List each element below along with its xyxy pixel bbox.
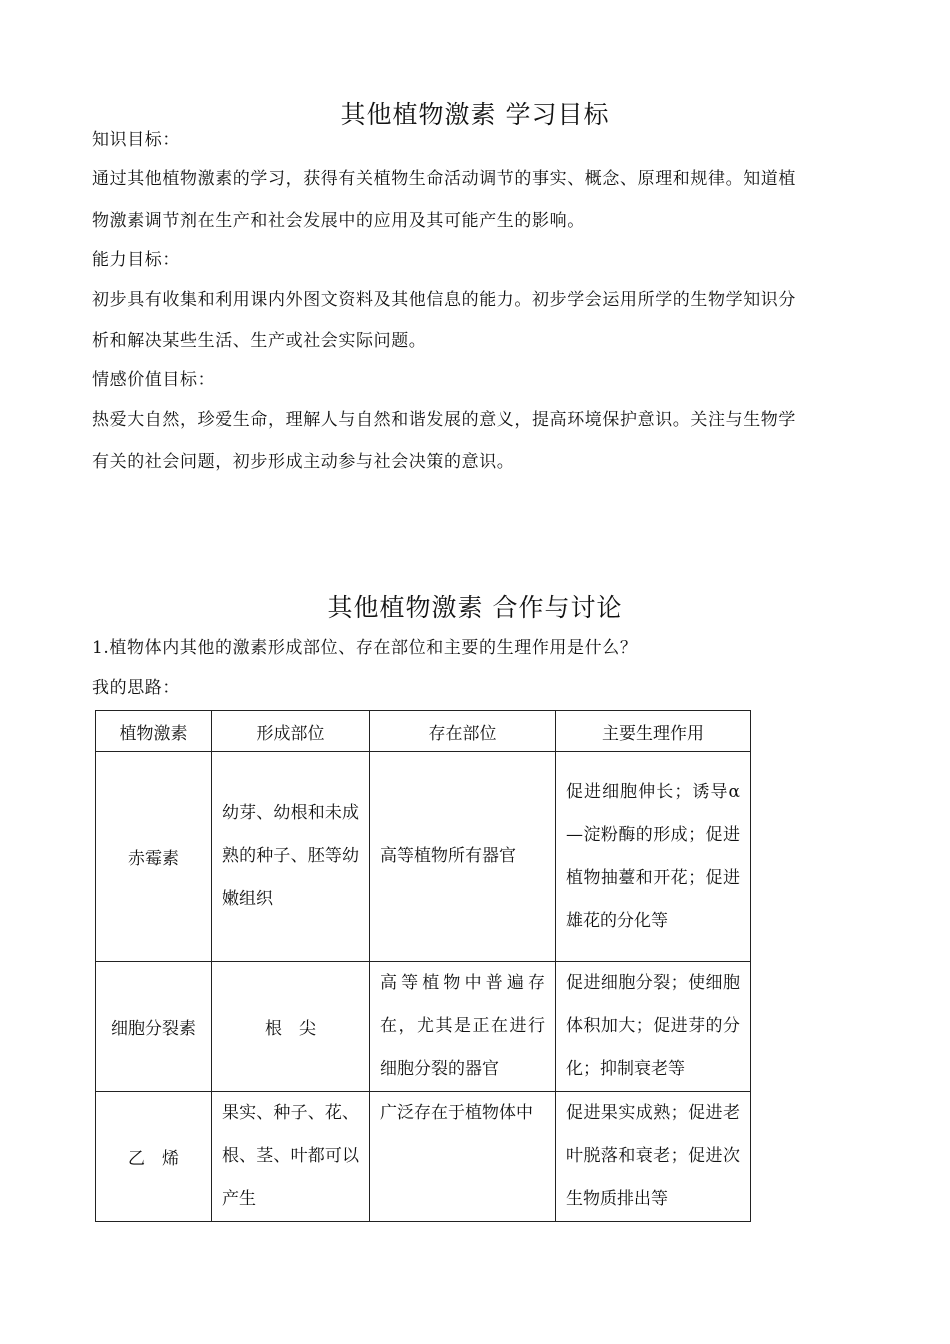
hormone-table [95, 710, 751, 1222]
table-row [96, 962, 751, 1092]
hormone-name: 乙 烯 [96, 1092, 212, 1222]
main-function: 促进细胞伸长；诱导α—淀粉酶的形成；促进植物抽薹和开花；促进雄花的分化等 [556, 752, 751, 962]
existence-site: 广泛存在于植物体中 [370, 1092, 556, 1222]
ability-text-line-2: 析和解决某些生活、生产或社会实际问题。 [92, 331, 427, 351]
main-function: 促进细胞分裂；使细胞体积加大；促进芽的分化；抑制衰老等 [556, 962, 751, 1092]
formation-site: 根 尖 [212, 962, 370, 1092]
ability-heading: 能力目标： [92, 250, 180, 270]
existence-site: 高等植物中普遍存在，尤其是正在进行细胞分裂的器官 [370, 962, 556, 1092]
formation-site: 幼芽、幼根和未成熟的种子、胚等幼嫩组织 [212, 752, 370, 962]
thinking-label: 我的思路： [92, 678, 180, 698]
header-location: 存在部位 [370, 711, 556, 752]
knowledge-text-line-2: 物激素调节剂在生产和社会发展中的应用及其可能产生的影响。 [92, 211, 585, 231]
emotion-text-line-2: 有关的社会问题，初步形成主动参与社会决策的意识。 [92, 452, 515, 472]
goals-title: 其他植物激素 学习目标 [340, 100, 610, 129]
ability-text-line-1: 初步具有收集和利用课内外图文资料及其他信息的能力。初步学会运用所学的生物学知识分 [92, 290, 796, 310]
header-function: 主要生理作用 [556, 711, 751, 752]
table-row [96, 752, 751, 962]
header-hormone: 植物激素 [96, 711, 212, 752]
knowledge-text-line-1: 通过其他植物激素的学习，获得有关植物生命活动调节的事实、概念、原理和规律。知道植 [92, 169, 796, 189]
main-function: 促进果实成熟；促进老叶脱落和衰老；促进次生物质排出等 [556, 1092, 751, 1222]
header-formation: 形成部位 [212, 711, 370, 752]
question-text: 1.植物体内其他的激素形成部位、存在部位和主要的生理作用是什么？ [92, 638, 638, 658]
table-row [96, 1092, 751, 1222]
existence-site: 高等植物所有器官 [370, 752, 556, 962]
table-header-row [96, 711, 751, 752]
discussion-title: 其他植物激素 合作与讨论 [327, 593, 623, 622]
emotion-heading: 情感价值目标： [92, 370, 216, 390]
hormone-name: 赤霉素 [96, 752, 212, 962]
formation-site: 果实、种子、花、根、茎、叶都可以产生 [212, 1092, 370, 1222]
knowledge-heading: 知识目标： [92, 130, 180, 150]
hormone-name: 细胞分裂素 [96, 962, 212, 1092]
emotion-text-line-1: 热爱大自然，珍爱生命，理解人与自然和谐发展的意义，提高环境保护意识。关注与生物学 [92, 410, 796, 430]
